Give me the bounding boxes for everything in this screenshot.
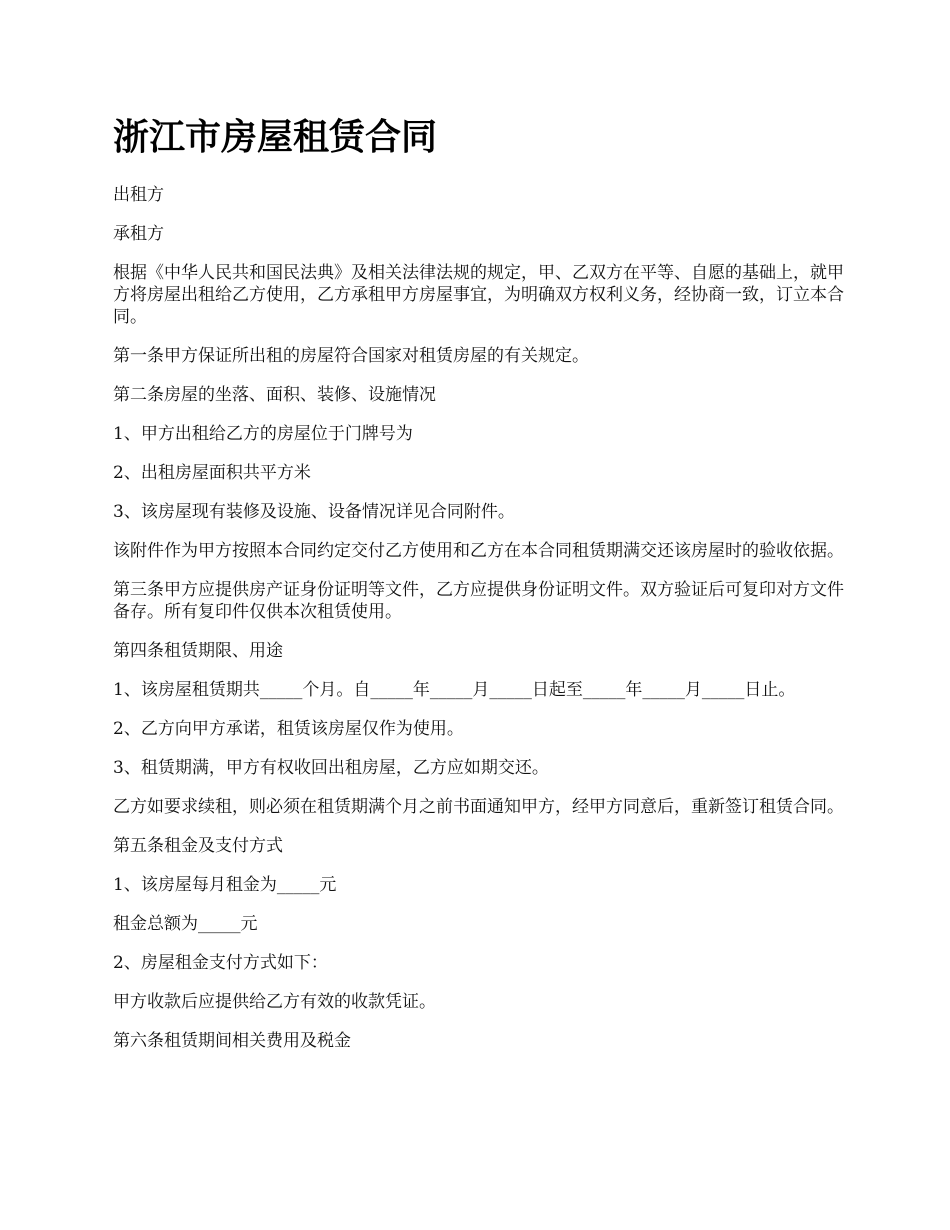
paragraph-article-5-item-1: 1、该房屋每月租金为_____元 — [113, 875, 337, 895]
paragraph-article-2-heading: 第二条房屋的坐落、面积、装修、设施情况 — [113, 385, 436, 405]
paragraph-renewal: 乙方如要求续租，则必须在租赁期满个月之前书面通知甲方，经甲方同意后，重新签订租赁合同。 — [113, 797, 844, 817]
paragraph-article-2-item-3: 3、该房屋现有装修及设施、设备情况详见合同附件。 — [113, 502, 515, 522]
paragraph-article-2-item-1: 1、甲方出租给乙方的房屋位于门牌号为 — [113, 424, 413, 444]
paragraph-lessor: 出租方 — [113, 185, 164, 205]
paragraph-preamble: 根据《中华人民共和国民法典》及相关法律法规的规定，甲、乙双方在平等、自愿的基础上，就甲方将房屋出租给乙方使用，乙方承租甲方房屋事宜，为明确双方权利义务，经协商一致，订立本合同。 — [113, 263, 844, 327]
paragraph-lessee: 承租方 — [113, 224, 164, 244]
paragraph-receipt: 甲方收款后应提供给乙方有效的收款凭证。 — [113, 992, 436, 1012]
paragraph-article-5-heading: 第五条租金及支付方式 — [113, 836, 283, 856]
paragraph-article-4-item-3: 3、租赁期满，甲方有权收回出租房屋，乙方应如期交还。 — [113, 758, 549, 778]
paragraph-article-4-item-2: 2、乙方向甲方承诺，租赁该房屋仅作为使用。 — [113, 719, 464, 739]
paragraph-article-2-item-2: 2、出租房屋面积共平方米 — [113, 463, 311, 483]
document-page — [113, 112, 853, 1069]
paragraph-article-4-heading: 第四条租赁期限、用途 — [113, 641, 283, 661]
paragraph-article-5-item-2: 2、房屋租金支付方式如下： — [113, 953, 328, 973]
paragraph-article-1: 第一条甲方保证所出租的房屋符合国家对租赁房屋的有关规定。 — [113, 346, 589, 366]
document-title: 浙江市房屋租赁合同 — [113, 117, 438, 158]
paragraph-annex-note: 该附件作为甲方按照本合同约定交付乙方使用和乙方在本合同租赁期满交还该房屋时的验收依据。 — [113, 541, 844, 561]
paragraph-article-3: 第三条甲方应提供房产证身份证明等文件，乙方应提供身份证明文件。双方验证后可复印对方文件备存。所有复印件仅供本次租赁使用。 — [113, 580, 844, 622]
paragraph-article-4-item-1: 1、该房屋租赁期共_____个月。自_____年_____月_____日起至_____年_____月_____日止。 — [113, 680, 796, 700]
paragraph-article-6-heading: 第六条租赁期间相关费用及税金 — [113, 1031, 351, 1051]
paragraph-rent-total: 租金总额为_____元 — [113, 914, 258, 934]
